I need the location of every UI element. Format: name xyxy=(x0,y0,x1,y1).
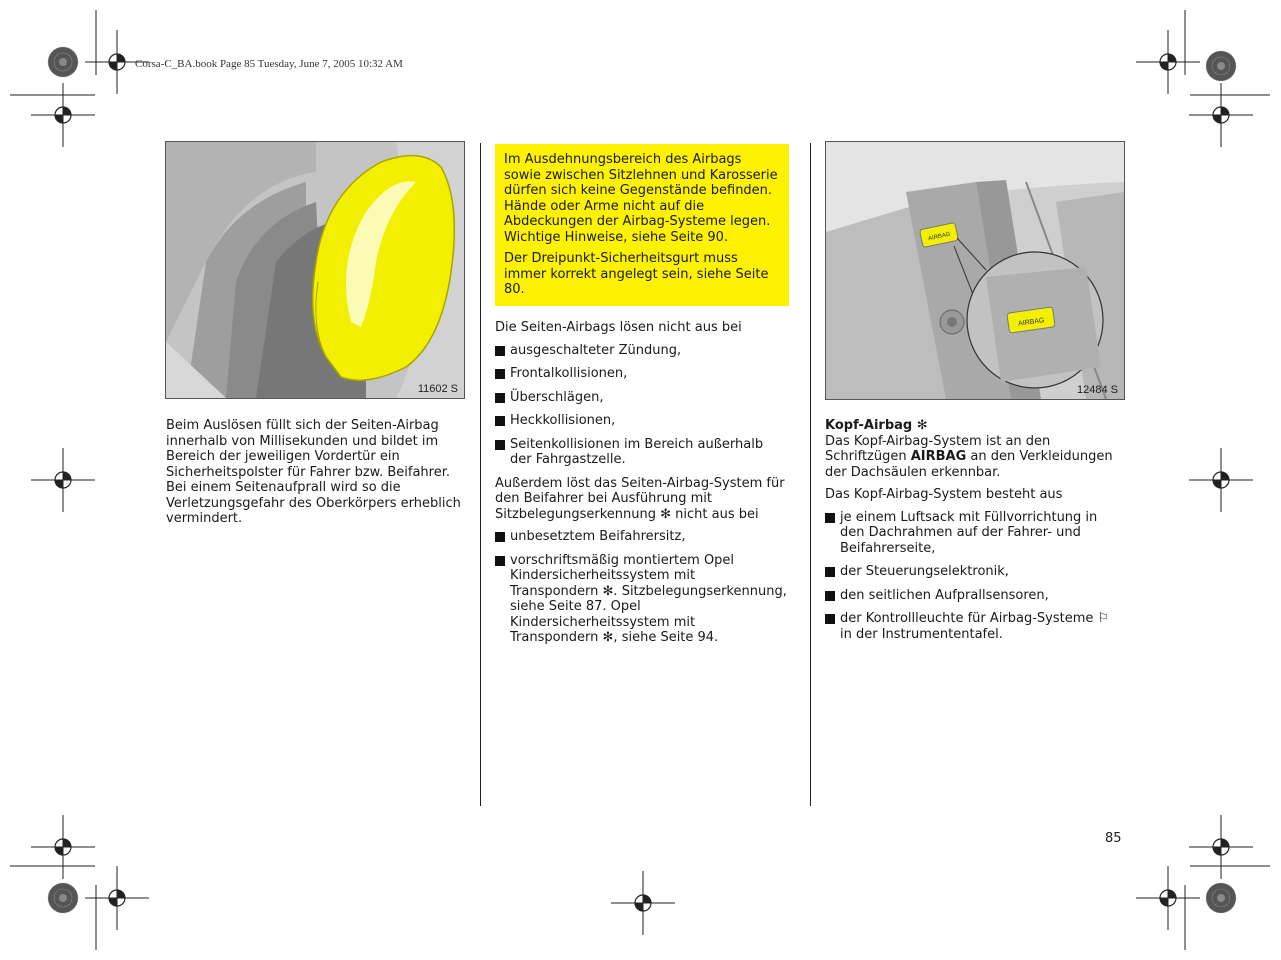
column-divider-left xyxy=(480,143,481,806)
page-number: 85 xyxy=(1105,831,1122,846)
passenger-seat-paragraph: Außerdem löst das Seiten-Airbag-System für den Beifahrer bei Ausführung mit Sitzbelegungserkennung ✻ nicht aus bei xyxy=(495,475,785,522)
list-item: unbesetztem Beifahrersitz, xyxy=(495,529,787,545)
list-item: Heckkollisionen, xyxy=(495,413,787,429)
list-item: Seitenkollisionen im Bereich außerhalb der Fahrgastzelle. xyxy=(495,437,787,468)
column-divider-right xyxy=(810,143,811,806)
warning-box xyxy=(495,144,789,306)
airbag-badge-small-text: AIRBAG xyxy=(927,231,952,243)
paragraph-text-end: an den Verkleidungen der Dachsäulen erkennbar. xyxy=(825,449,1113,480)
list-item: Überschlägen, xyxy=(495,390,787,406)
airbag-word: AIRBAG xyxy=(910,449,967,464)
list-item: vorschriftsmäßig montiertem Opel Kindersicherheitssystem mit Transpondern ✻. Sitzbelegungserkennung, siehe Seite 87. Opel Kindersicherheitssystem mit Transpondern ✻, siehe Seite 94. xyxy=(495,553,787,646)
figure-number-label: 12484 S xyxy=(1077,384,1118,396)
section-heading: Kopf-Airbag ✻ xyxy=(825,418,928,433)
warning-paragraph-1: Im Ausdehnungsbereich des Airbags sowie zwischen Sitzlehnen und Karosserie dürfen sich keine Gegenstände befinden. Hände oder Arme nicht auf die Abdeckungen der Airbag-Systeme legen. Wichtige Hinweise, siehe Seite 90. xyxy=(504,152,778,245)
warning-paragraph-2: Der Dreipunkt-Sicherheitsgurt muss immer korrekt angelegt sein, siehe Seite 80. xyxy=(504,251,769,297)
pillar-airbag-illustration xyxy=(826,142,1124,399)
middle-column-text xyxy=(495,320,787,654)
head-airbag-paragraph-1 xyxy=(825,434,1125,481)
paragraph-text-start: Das Kopf-Airbag-System ist an den Schriftzügen xyxy=(825,433,1051,464)
right-column-text xyxy=(825,418,1125,650)
list-item: Frontalkollisionen, xyxy=(495,366,787,382)
side-airbag-figure xyxy=(165,141,465,399)
seat-airbag-illustration xyxy=(166,142,464,398)
list-item: der Steuerungselektronik, xyxy=(825,564,1125,580)
side-airbag-description xyxy=(166,418,466,534)
list-item: ausgeschalteter Zündung, xyxy=(495,343,787,359)
head-airbag-figure xyxy=(825,141,1125,400)
head-airbag-paragraph-2: Das Kopf-Airbag-System besteht aus xyxy=(825,487,1063,502)
list-item: je einem Luftsack mit Füllvorrichtung in den Dachrahmen auf der Fahrer- und Beifahrerseite, xyxy=(825,510,1125,557)
figure-number-label: 11602 S xyxy=(417,383,458,395)
list-item: der Kontrollleuchte für Airbag-Systeme ⚐ in der Instrumententafel. xyxy=(825,611,1125,642)
deploy-intro: Die Seiten-Airbags lösen nicht aus bei xyxy=(495,320,742,335)
side-airbag-text: Beim Auslösen füllt sich der Seiten-Airbag innerhalb von Millisekunden und bildet im Bereich der jeweiligen Vordertür ein Sicherheitspolster für Fahrer bzw. Beifahrer. Bei einem Seitenaufprall wird so die Verletzungsgefahr des Oberkörpers erheblich vermindert. xyxy=(166,418,461,526)
airbag-badge-large-text: AIRBAG xyxy=(1017,317,1045,328)
book-header-line: Corsa-C_BA.book Page 85 Tuesday, June 7, 2005 10:32 AM xyxy=(135,58,403,70)
list-item: den seitlichen Aufprallsensoren, xyxy=(825,588,1125,604)
